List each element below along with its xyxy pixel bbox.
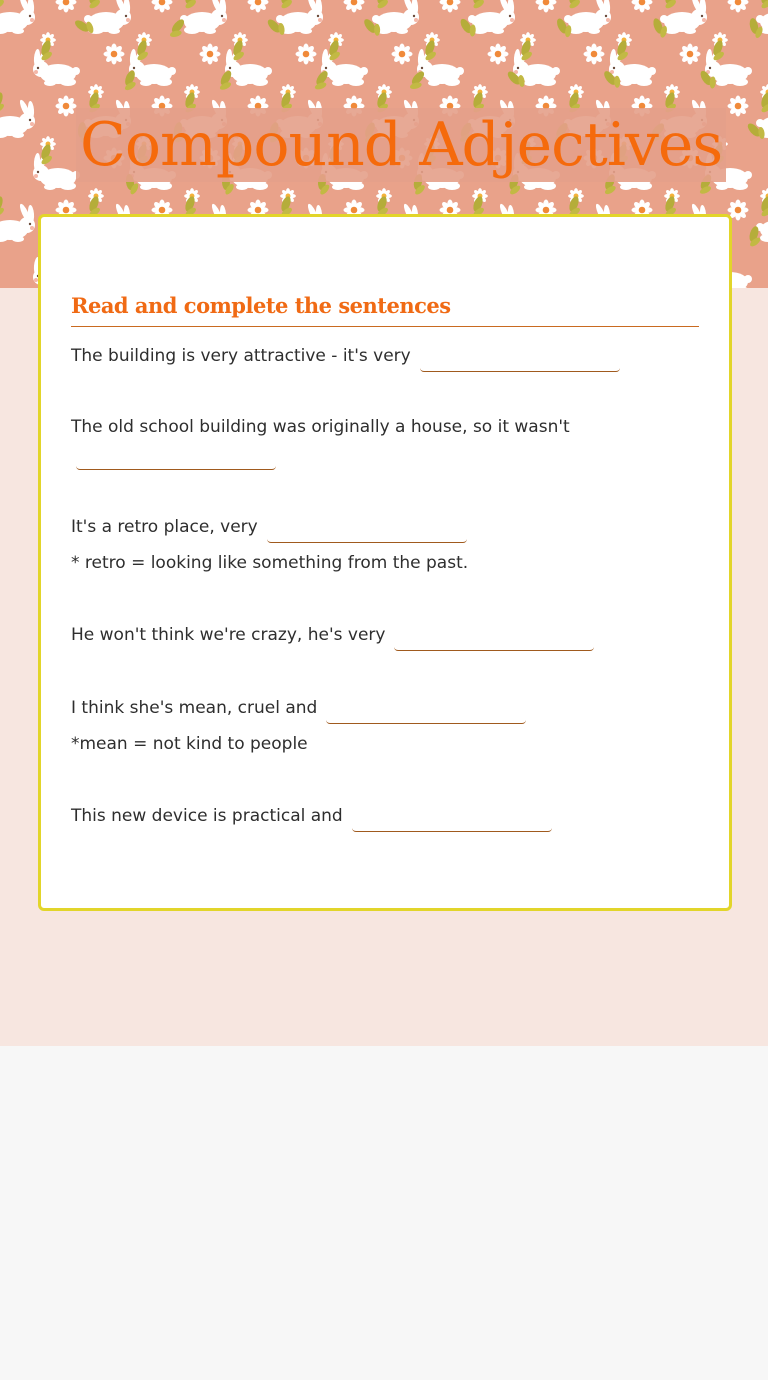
title-box [76,108,726,182]
daisy-icon [296,44,317,65]
leaf-icon [661,0,681,12]
sentence-5-text: I think she's mean, cruel and [71,698,318,718]
answer-blank-3[interactable] [267,522,467,543]
leaf-icon [277,0,297,12]
sentence-3-text: It's a retro place, very [71,517,258,537]
leaf-icon [565,0,585,12]
daisy-icon [440,0,461,13]
leaf-icon [181,0,201,12]
leaf-icon [85,0,105,12]
sentence-1-text: The building is very attractive - it's very [71,346,411,366]
sentence-3 [71,516,467,537]
bunny-icon [0,0,35,34]
daisy-icon [680,44,701,65]
sentence-2-text: The old school building was originally a house, so it wasn't [71,417,570,437]
daisy-icon [200,44,221,65]
daisy-icon [488,44,509,65]
daisy-icon [344,0,365,13]
answer-blank-5[interactable] [326,703,526,724]
note-retro: * retro = looking like something from the past. [71,553,469,573]
leaf-icon [757,0,768,12]
section-heading: Read and complete the sentences [71,293,699,327]
sentence-1 [71,345,620,366]
note-mean: *mean = not kind to people [71,734,308,754]
daisy-icon [536,0,557,13]
answer-blank-1[interactable] [420,351,620,372]
leaf-icon [469,0,489,12]
sentence-6 [71,805,552,826]
daisy-icon [392,44,413,65]
daisy-icon [104,44,125,65]
bunny-icon [0,203,35,242]
daisy-icon [56,96,77,117]
sentence-2 [71,417,570,437]
worksheet-card [38,214,732,911]
bunny-icon [33,47,80,86]
bunny-icon [33,151,80,190]
bunny-icon [0,99,35,138]
sentence-5-note [71,734,308,754]
daisy-icon [584,44,605,65]
answer-blank-2[interactable] [76,449,276,470]
leaf-icon [0,195,10,220]
sentence-6-text: This new device is practical and [71,806,343,826]
bunny-icon [321,47,368,86]
daisy-icon [152,0,173,13]
sentence-2-answer-row [71,443,276,464]
daisy-icon [728,0,749,13]
sentence-4-text: He won't think we're crazy, he's very [71,625,386,645]
leaf-icon [0,91,10,116]
bunny-icon [417,47,464,86]
page-title: Compound Adjectives [80,110,723,180]
sentence-5 [71,697,526,718]
answer-blank-4[interactable] [394,630,594,651]
bunny-icon [129,47,176,86]
daisy-icon [248,0,269,13]
daisy-icon [56,0,77,13]
sentence-3-note [71,553,468,573]
leaf-icon [373,0,393,12]
answer-blank-6[interactable] [352,811,552,832]
daisy-icon [632,0,653,13]
bunny-icon [225,47,272,86]
sentence-4 [71,624,594,645]
leaf-icon [0,0,10,12]
daisy-icon [728,96,749,117]
